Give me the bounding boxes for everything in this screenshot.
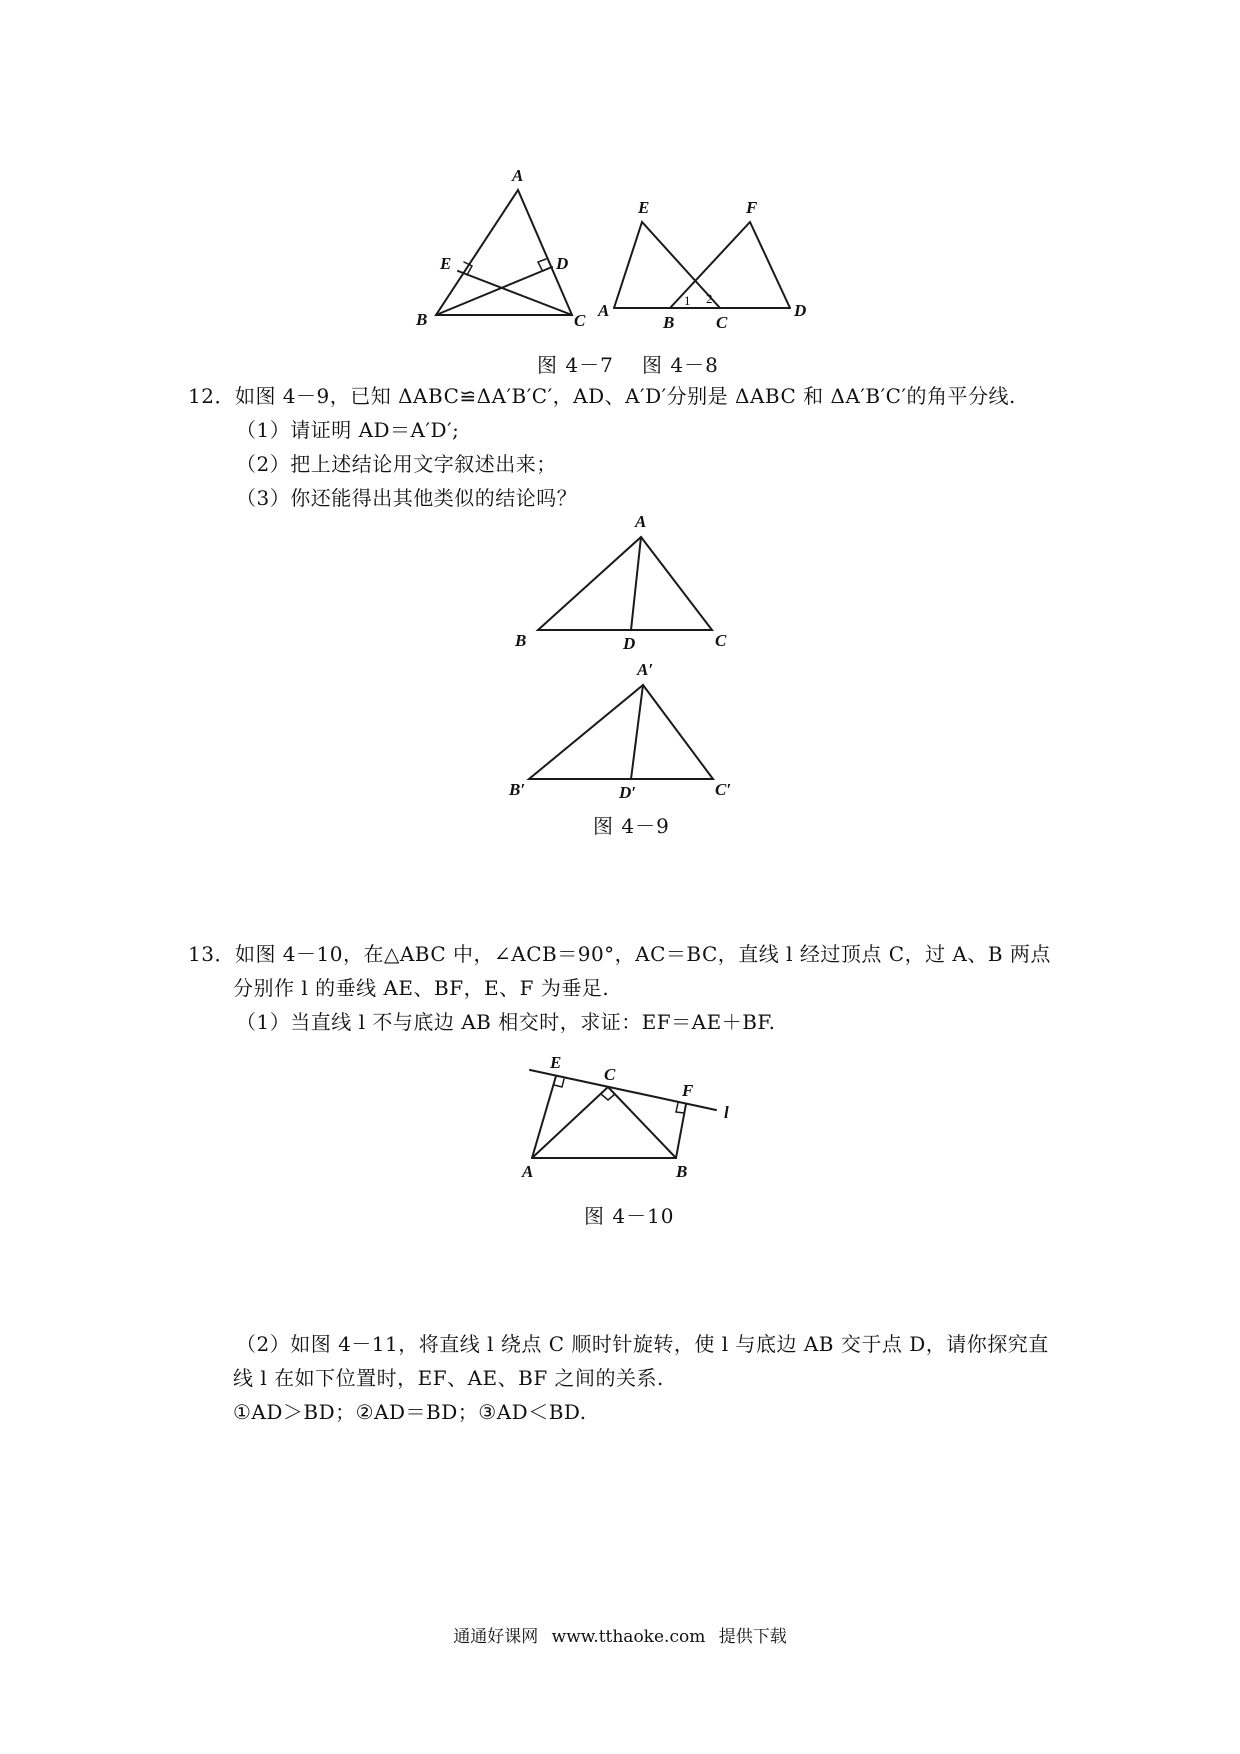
figure-4-9-top-drawing — [505, 512, 745, 655]
label-b: B — [663, 313, 675, 332]
figure-4-9-bottom-drawing — [505, 660, 745, 805]
problem-13-question-2-line-2: 线 l 在如下位置时，EF、AE、BF 之间的关系. — [233, 1366, 664, 1390]
problem-12-question-1: （1）请证明 AD＝A′D′; — [236, 418, 460, 442]
bisector-a2d2 — [631, 685, 643, 779]
label-e: E — [638, 198, 650, 217]
label-b-prime: B′ — [509, 780, 526, 799]
problem-13-question-1: （1）当直线 l 不与底边 AB 相交时，求证：EF＝AE＋BF. — [236, 1010, 776, 1034]
footer-url[interactable]: www.tthaoke.com — [551, 1627, 706, 1647]
triangle-aec — [614, 222, 720, 308]
footer-site-name: 通通好课网 — [453, 1627, 539, 1647]
triangle-abc — [538, 537, 712, 630]
label-c: C — [604, 1065, 616, 1084]
page-footer — [0, 1622, 1240, 1647]
segment-bd — [436, 267, 552, 315]
problem-13-question-2-line-1: （2）如图 4－11，将直线 l 绕点 C 顺时针旋转，使 l 与底边 AB 交于点 D，请你探究直 — [236, 1332, 1049, 1356]
right-angle-mark-f — [676, 1103, 684, 1113]
label-angle-2: 2 — [706, 291, 713, 306]
figure-4-10 — [510, 1050, 750, 1185]
label-d-prime: D′ — [619, 783, 637, 802]
label-a: A — [522, 1162, 534, 1181]
triangle-abc — [436, 190, 572, 315]
label-e: E — [550, 1053, 562, 1072]
label-d: D — [794, 301, 807, 320]
figure-4-8 — [600, 195, 820, 335]
problem-12-question-2: （2）把上述结论用文字叙述出来； — [236, 452, 557, 476]
segment-bc — [608, 1087, 676, 1158]
label-f: F — [746, 198, 758, 217]
problem-13-stem-line-2: 分别作 l 的垂线 AE、BF，E、F 为垂足. — [233, 976, 610, 1000]
problem-13-question-2-cases: ①AD＞BD；②AD＝BD；③AD＜BD. — [233, 1400, 587, 1424]
label-c: C — [574, 311, 586, 330]
label-a: A — [635, 512, 647, 531]
label-d: D — [556, 254, 569, 273]
problem-12-stem: 12．如图 4－9，已知 ΔABC≌ΔA′B′C′，AD、A′D′分别是 ΔABC 和 ΔA′B′C′的角平分线. — [188, 384, 1016, 408]
label-c: C — [715, 631, 727, 650]
label-a: A — [512, 166, 524, 185]
caption-figure-4-7: 图 4－7 — [537, 353, 614, 377]
label-c: C — [716, 313, 728, 332]
figure-4-9-bottom — [505, 660, 745, 805]
label-d: D — [623, 634, 636, 653]
caption-figure-4-9: 图 4－9 — [593, 814, 670, 838]
label-a: A — [598, 301, 610, 320]
problem-12-question-3: （3）你还能得出其他类似的结论吗？ — [236, 486, 578, 510]
figure-4-7-drawing — [416, 165, 600, 340]
footer-note: 提供下载 — [718, 1627, 787, 1647]
figure-4-8-drawing — [600, 195, 820, 335]
label-c-prime: C′ — [715, 780, 732, 799]
label-angle-1: 1 — [684, 293, 691, 308]
figure-4-9-top — [505, 512, 745, 655]
problem-13-stem-line-1: 13．如图 4－10，在△ABC 中，∠ACB＝90°，AC＝BC，直线 l 经过顶点 C，过 A、B 两点 — [188, 942, 1051, 966]
triangle-a2b2c2 — [529, 685, 713, 779]
right-angle-mark-c — [601, 1094, 615, 1100]
caption-figure-4-8: 图 4－8 — [642, 353, 719, 377]
label-b: B — [676, 1162, 688, 1181]
figure-4-7 — [416, 165, 600, 340]
label-l: l — [724, 1103, 729, 1122]
label-e: E — [440, 254, 452, 273]
bisector-ad — [631, 537, 641, 630]
label-f: F — [682, 1081, 694, 1100]
label-b: B — [515, 631, 527, 650]
right-angle-mark-d — [538, 259, 546, 270]
label-b: B — [416, 310, 428, 329]
caption-figure-4-10: 图 4－10 — [584, 1204, 675, 1228]
label-a-prime: A′ — [637, 660, 654, 679]
figure-4-10-drawing — [510, 1050, 750, 1185]
